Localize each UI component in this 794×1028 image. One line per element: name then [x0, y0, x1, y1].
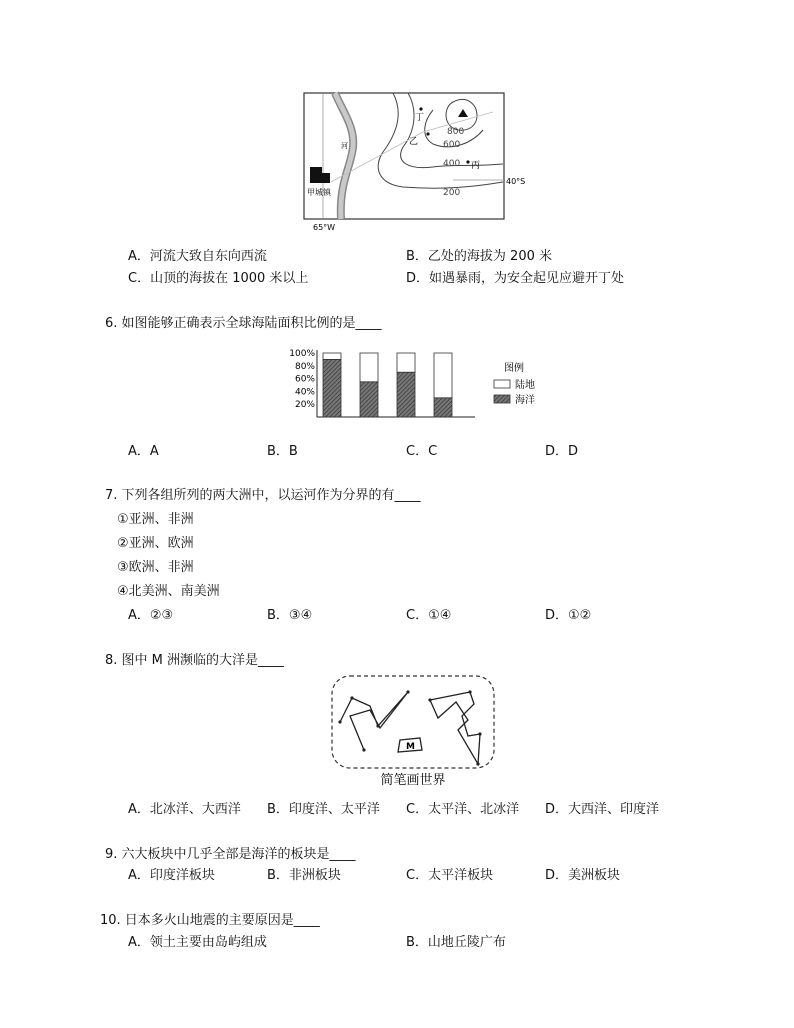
label-yi: 乙 [409, 137, 419, 147]
q7-item-4: ④北美洲、南美洲 [117, 584, 220, 599]
town-icon [310, 167, 322, 183]
y-tick-label: 80% [294, 361, 315, 372]
q8-option-c[interactable]: C．太平洋、北冰洋 [406, 802, 520, 817]
q10-stem: 10. 日本多火山地震的主要原因是____ [100, 913, 320, 928]
bar-ocean-D [434, 398, 452, 417]
q8-option-b[interactable]: B．印度洋、太平洋 [267, 802, 380, 817]
q10-option-a[interactable]: A．领土主要由岛屿组成 [128, 935, 267, 950]
q6-option-d[interactable]: D．D [545, 444, 579, 459]
legend-land-swatch [494, 380, 510, 388]
q8-stem: 8. 图中 M 洲濒临的大洋是____ [105, 653, 285, 668]
land-sea-chart [275, 344, 555, 424]
q8-option-d[interactable]: D．大西洋、印度洋 [545, 802, 660, 817]
contour-map [303, 92, 526, 232]
figure-frame [332, 676, 494, 768]
q5-option-a[interactable]: A．河流大致自东向西流 [128, 249, 267, 264]
y-tick-label: 40% [294, 387, 315, 398]
map-frame [304, 93, 504, 219]
q7-option-c[interactable]: C．①④ [406, 608, 452, 623]
legend-ocean-label: 海洋 [515, 395, 535, 406]
q6-option-c[interactable]: C．C [406, 444, 438, 459]
town-icon-2 [322, 173, 330, 183]
label-800: 800 [447, 127, 465, 137]
label-lat: 40°S [506, 177, 526, 186]
label-ding: 丁 [415, 113, 425, 123]
q7-item-1: ①亚洲、非洲 [117, 512, 194, 527]
y-tick-label: 100% [289, 349, 315, 359]
point-ding [419, 107, 422, 110]
y-tick-label: 20% [294, 400, 315, 411]
legend-ocean-swatch [494, 395, 510, 403]
q8-option-a[interactable]: A．北冰洋、大西洋 [128, 802, 241, 817]
bar-ocean-B [360, 382, 378, 417]
m-label: M [406, 742, 415, 752]
q7-option-d[interactable]: D．①② [545, 608, 592, 623]
q9-option-a[interactable]: A．印度洋板块 [128, 868, 215, 883]
q9-stem: 9. 六大板块中几乎全部是海洋的板块是____ [105, 847, 356, 862]
bar-land-D [434, 353, 452, 398]
label-jia-town: 甲城镇 [307, 188, 331, 197]
q9-option-b[interactable]: B．非洲板块 [267, 868, 341, 883]
y-tick-label: 60% [294, 374, 315, 385]
label-400: 400 [443, 159, 461, 169]
bar-land-B [360, 353, 378, 382]
label-river: 河 [341, 142, 348, 150]
continent-sketch-east [430, 692, 480, 764]
q5-option-d[interactable]: D．如遇暴雨，为安全起见应避开丁处 [406, 271, 625, 286]
q7-item-2: ②亚洲、欧洲 [117, 536, 194, 551]
point-yi [426, 132, 429, 135]
label-600: 600 [443, 140, 461, 150]
q5-option-b[interactable]: B．乙处的海拔为 200 米 [406, 249, 552, 264]
q7-option-b[interactable]: B．③④ [267, 608, 313, 623]
continent-sketch-west [340, 692, 408, 750]
q10-option-b[interactable]: B．山地丘陵广布 [406, 935, 506, 950]
q6-option-a[interactable]: A．A [128, 444, 159, 459]
bar-ocean-C [397, 372, 415, 417]
q7-stem: 7. 下列各组所列的两大洲中，以运河作为分界的有____ [105, 488, 421, 503]
q9-option-c[interactable]: C．太平洋板块 [406, 868, 494, 883]
q6-option-b[interactable]: B．B [267, 444, 298, 459]
label-bing: 丙 [471, 161, 481, 171]
legend-land-label: 陆地 [515, 380, 535, 391]
q6-stem: 6. 如图能够正确表示全球海陆面积比例的是____ [105, 316, 382, 331]
q5-option-c[interactable]: C．山顶的海拔在 1000 米以上 [128, 271, 309, 286]
q9-option-d[interactable]: D．美洲板块 [545, 868, 621, 883]
point-bing [466, 160, 469, 163]
label-200: 200 [443, 188, 461, 198]
bar-land-C [397, 353, 415, 372]
figure-caption: 简笔画世界 [380, 773, 446, 788]
legend-title: 图例 [504, 363, 524, 374]
bar-ocean-A [323, 359, 341, 417]
sketch-world-figure [330, 674, 496, 792]
label-lon: 65°W [313, 223, 336, 232]
q7-item-3: ③欧洲、非洲 [117, 560, 194, 575]
bar-land-A [323, 353, 341, 359]
q7-option-a[interactable]: A．②③ [128, 608, 174, 623]
